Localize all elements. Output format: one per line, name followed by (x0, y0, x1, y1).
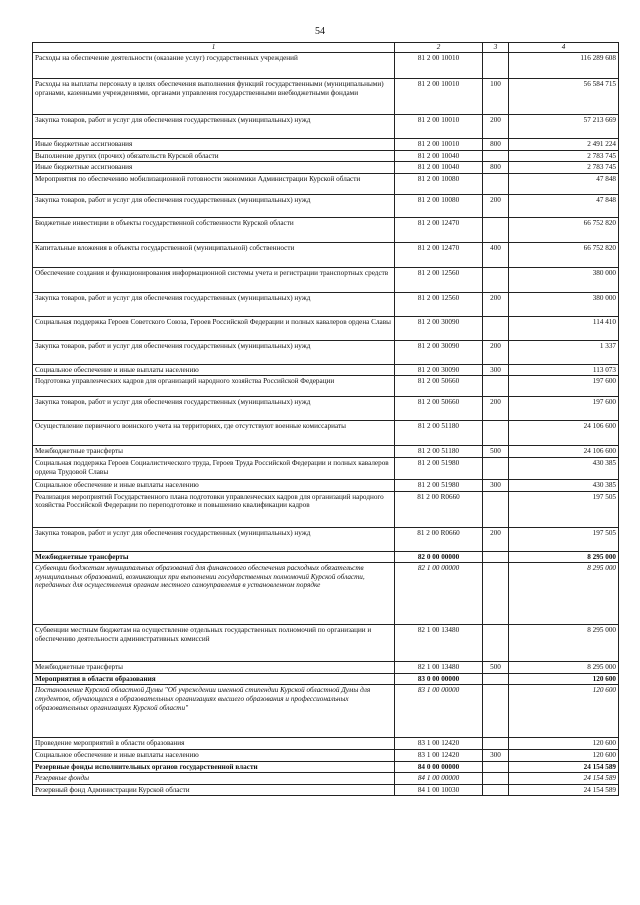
table-header-row (33, 43, 619, 53)
row-amount-cell: 120 600 (509, 749, 619, 761)
row-expense-type-cell (483, 491, 509, 527)
row-amount-cell: 47 848 (509, 194, 619, 217)
row-amount-cell: 1 337 (509, 340, 619, 364)
row-expense-type-cell (483, 53, 509, 79)
row-expense-type-cell (483, 150, 509, 162)
row-code-cell: 81 2 00 10040 (395, 162, 483, 174)
table-row (33, 446, 619, 458)
table-row (33, 173, 619, 194)
row-expense-type-cell (483, 773, 509, 785)
table-row (33, 194, 619, 217)
row-name-cell: Осуществление первичного воинского учета на территориях, где отсутствуют военные комиссариаты (33, 421, 395, 446)
row-name-cell: Капитальные вложения в объекты государственной (муниципальной) собственности (33, 242, 395, 267)
table-row (33, 551, 619, 563)
row-code-cell: 84 1 00 10030 (395, 784, 483, 796)
row-expense-type-cell (483, 784, 509, 796)
row-code-cell: 82 1 00 13480 (395, 662, 483, 674)
row-expense-type-cell: 200 (483, 340, 509, 364)
row-amount-cell: 57 213 669 (509, 115, 619, 139)
row-expense-type-cell: 200 (483, 397, 509, 421)
table-row (33, 267, 619, 292)
table-row (33, 340, 619, 364)
row-expense-type-cell (483, 217, 509, 242)
row-amount-cell: 380 000 (509, 292, 619, 316)
table-row (33, 364, 619, 376)
row-amount-cell: 380 000 (509, 267, 619, 292)
row-name-cell: Постановление Курской областной Думы "Об учреждении именной стипендии Курской областной Думы для студентов, обучающихся в образовательных организациях высшего образования и профессиональных образовательных организациях Курской области" (33, 685, 395, 738)
table-row (33, 150, 619, 162)
row-expense-type-cell (483, 761, 509, 773)
table-row (33, 491, 619, 527)
table-row (33, 685, 619, 738)
row-name-cell: Резервный фонд Администрации Курской области (33, 784, 395, 796)
table-row (33, 749, 619, 761)
row-amount-cell: 120 600 (509, 685, 619, 738)
row-code-cell: 81 2 00 10010 (395, 139, 483, 151)
row-name-cell: Закупка товаров, работ и услуг для обеспечения государственных (муниципальных) нужд (33, 115, 395, 139)
row-code-cell: 81 2 00 10040 (395, 150, 483, 162)
row-code-cell: 84 0 00 00000 (395, 761, 483, 773)
row-expense-type-cell: 200 (483, 292, 509, 316)
row-code-cell: 83 1 00 12420 (395, 749, 483, 761)
row-name-cell: Социальная поддержка Героев Социалистического труда, Героев Труда Российской Федерации и полных кавалеров ордена Трудовой Славы (33, 457, 395, 479)
row-expense-type-cell (483, 421, 509, 446)
row-code-cell: 81 2 00 50660 (395, 397, 483, 421)
row-code-cell: 81 2 00 51180 (395, 446, 483, 458)
row-expense-type-cell: 500 (483, 446, 509, 458)
row-name-cell: Закупка товаров, работ и услуг для обеспечения государственных (муниципальных) нужд (33, 292, 395, 316)
row-expense-type-cell: 300 (483, 749, 509, 761)
row-name-cell: Закупка товаров, работ и услуг для обеспечения государственных (муниципальных) нужд (33, 527, 395, 551)
row-amount-cell: 197 600 (509, 397, 619, 421)
row-amount-cell: 2 783 745 (509, 162, 619, 174)
row-expense-type-cell: 100 (483, 79, 509, 115)
row-name-cell: Проведение мероприятий в области образования (33, 738, 395, 750)
row-code-cell: 81 2 00 12560 (395, 267, 483, 292)
row-amount-cell: 24 154 589 (509, 761, 619, 773)
page-number: 54 (315, 26, 325, 37)
row-expense-type-cell: 800 (483, 162, 509, 174)
table-row (33, 162, 619, 174)
row-code-cell: 81 2 00 R0660 (395, 491, 483, 527)
row-expense-type-cell: 300 (483, 479, 509, 491)
row-amount-cell: 66 752 820 (509, 242, 619, 267)
table-row (33, 673, 619, 685)
row-code-cell: 81 2 00 30090 (395, 364, 483, 376)
row-amount-cell: 47 848 (509, 173, 619, 194)
row-expense-type-cell: 200 (483, 194, 509, 217)
row-expense-type-cell: 500 (483, 662, 509, 674)
row-code-cell: 81 2 00 10080 (395, 194, 483, 217)
row-name-cell: Резервные фонды исполнительных органов государственной власти (33, 761, 395, 773)
table-row (33, 457, 619, 479)
row-name-cell: Социальное обеспечение и иные выплаты населению (33, 479, 395, 491)
row-amount-cell: 24 154 589 (509, 773, 619, 785)
row-code-cell: 82 1 00 00000 (395, 563, 483, 625)
row-name-cell: Закупка товаров, работ и услуг для обеспечения государственных (муниципальных) нужд (33, 397, 395, 421)
row-code-cell: 81 2 00 30090 (395, 316, 483, 340)
row-expense-type-cell: 200 (483, 115, 509, 139)
row-expense-type-cell (483, 625, 509, 662)
row-expense-type-cell (483, 457, 509, 479)
row-amount-cell: 8 295 000 (509, 662, 619, 674)
table-row (33, 217, 619, 242)
row-code-cell: 82 0 00 00000 (395, 551, 483, 563)
row-expense-type-cell (483, 267, 509, 292)
row-amount-cell: 2 491 224 (509, 139, 619, 151)
table-row (33, 527, 619, 551)
row-amount-cell: 56 584 715 (509, 79, 619, 115)
table-row (33, 479, 619, 491)
row-code-cell: 81 2 00 30090 (395, 340, 483, 364)
row-code-cell: 81 2 00 10080 (395, 173, 483, 194)
row-expense-type-cell (483, 673, 509, 685)
row-name-cell: Закупка товаров, работ и услуг для обеспечения государственных (муниципальных) нужд (33, 340, 395, 364)
row-code-cell: 81 2 00 50660 (395, 376, 483, 397)
row-code-cell: 81 2 00 12470 (395, 217, 483, 242)
header-col-4: 4 (509, 43, 619, 53)
row-amount-cell: 430 385 (509, 457, 619, 479)
row-name-cell: Субвенции местным бюджетам на осуществление отдельных государственных полномочий по организации и обеспечению деятельности административных комиссий (33, 625, 395, 662)
row-code-cell: 81 2 00 10010 (395, 53, 483, 79)
row-code-cell: 83 0 00 00000 (395, 673, 483, 685)
row-amount-cell: 120 600 (509, 673, 619, 685)
row-name-cell: Подготовка управленческих кадров для организаций народного хозяйства Российской Федерации (33, 376, 395, 397)
row-expense-type-cell (483, 551, 509, 563)
row-name-cell: Межбюджетные трансферты (33, 446, 395, 458)
row-amount-cell: 8 295 000 (509, 625, 619, 662)
row-name-cell: Мероприятия по обеспечению мобилизационной готовности экономики Администрации Курской области (33, 173, 395, 194)
row-code-cell: 81 2 00 51180 (395, 421, 483, 446)
row-amount-cell: 197 505 (509, 491, 619, 527)
row-expense-type-cell (483, 173, 509, 194)
row-expense-type-cell (483, 376, 509, 397)
table-row (33, 738, 619, 750)
row-amount-cell: 120 600 (509, 738, 619, 750)
row-code-cell: 82 1 00 13480 (395, 625, 483, 662)
row-name-cell: Субвенции бюджетам муниципальных образований для финансового обеспечения расходных обязательств муниципальных образований, возникающих при выполнении государственных полномочий Курской области, переданных для осуществления органам местного самоуправления в установленном порядке (33, 563, 395, 625)
table-row (33, 376, 619, 397)
row-amount-cell: 197 600 (509, 376, 619, 397)
row-amount-cell: 2 783 745 (509, 150, 619, 162)
table-row (33, 761, 619, 773)
row-name-cell: Резервные фонды (33, 773, 395, 785)
row-name-cell: Расходы на обеспечение деятельности (оказание услуг) государственных учреждений (33, 53, 395, 79)
row-amount-cell: 24 106 600 (509, 421, 619, 446)
row-name-cell: Социальное обеспечение и иные выплаты населению (33, 364, 395, 376)
row-code-cell: 84 1 00 00000 (395, 773, 483, 785)
budget-table (32, 42, 619, 796)
table-row (33, 563, 619, 625)
table-row (33, 773, 619, 785)
row-amount-cell: 66 752 820 (509, 217, 619, 242)
row-name-cell: Мероприятия в области образования (33, 673, 395, 685)
row-expense-type-cell (483, 738, 509, 750)
table-row (33, 242, 619, 267)
row-code-cell: 81 2 00 51980 (395, 457, 483, 479)
header-col-2: 2 (395, 43, 483, 53)
row-amount-cell: 114 410 (509, 316, 619, 340)
row-name-cell: Иные бюджетные ассигнования (33, 139, 395, 151)
row-name-cell: Социальное обеспечение и иные выплаты населению (33, 749, 395, 761)
row-expense-type-cell (483, 685, 509, 738)
row-code-cell: 81 2 00 12560 (395, 292, 483, 316)
row-expense-type-cell (483, 316, 509, 340)
row-name-cell: Иные бюджетные ассигнования (33, 162, 395, 174)
row-name-cell: Выполнение других (прочих) обязательств Курской области (33, 150, 395, 162)
table-row (33, 397, 619, 421)
row-name-cell: Социальная поддержка Героев Советского Союза, Героев Российской Федерации и полных кавалеров ордена Славы (33, 316, 395, 340)
row-amount-cell: 113 073 (509, 364, 619, 376)
row-name-cell: Обеспечение создания и функционирования информационной системы учета и регистрации транспортных средств (33, 267, 395, 292)
row-amount-cell: 430 385 (509, 479, 619, 491)
row-name-cell: Межбюджетные трансферты (33, 551, 395, 563)
table-row (33, 79, 619, 115)
row-amount-cell: 116 289 608 (509, 53, 619, 79)
header-col-3: 3 (483, 43, 509, 53)
row-expense-type-cell: 300 (483, 364, 509, 376)
row-expense-type-cell: 200 (483, 527, 509, 551)
table-row (33, 316, 619, 340)
table-row (33, 53, 619, 79)
row-amount-cell: 8 295 000 (509, 563, 619, 625)
table-row (33, 292, 619, 316)
row-code-cell: 81 2 00 10010 (395, 115, 483, 139)
row-expense-type-cell: 800 (483, 139, 509, 151)
row-name-cell: Реализация мероприятий Государственного плана подготовки управленческих кадров для организаций народного хозяйства Российской Федерации по переподготовке и повышению квалификации кадров (33, 491, 395, 527)
table-row (33, 115, 619, 139)
row-code-cell: 83 1 00 00000 (395, 685, 483, 738)
row-amount-cell: 24 154 589 (509, 784, 619, 796)
table-row (33, 625, 619, 662)
table-row (33, 421, 619, 446)
header-col-1: 1 (33, 43, 395, 53)
row-code-cell: 81 2 00 12470 (395, 242, 483, 267)
row-amount-cell: 24 106 600 (509, 446, 619, 458)
row-name-cell: Бюджетные инвестиции в объекты государственной собственности Курской области (33, 217, 395, 242)
table-row (33, 662, 619, 674)
row-code-cell: 81 2 00 51980 (395, 479, 483, 491)
row-code-cell: 81 2 00 10010 (395, 79, 483, 115)
row-code-cell: 83 1 00 12420 (395, 738, 483, 750)
row-expense-type-cell (483, 563, 509, 625)
table-body (33, 53, 619, 796)
row-amount-cell: 8 295 000 (509, 551, 619, 563)
row-name-cell: Межбюджетные трансферты (33, 662, 395, 674)
row-code-cell: 81 2 00 R0660 (395, 527, 483, 551)
row-amount-cell: 197 505 (509, 527, 619, 551)
table-row (33, 139, 619, 151)
table-row (33, 784, 619, 796)
row-expense-type-cell: 400 (483, 242, 509, 267)
row-name-cell: Расходы на выплаты персоналу в целях обеспечения выполнения функций государственными (муниципальными) органами, казенными учреждениями, органами управления государственными внебюджетными фондами (33, 79, 395, 115)
row-name-cell: Закупка товаров, работ и услуг для обеспечения государственных (муниципальных) нужд (33, 194, 395, 217)
